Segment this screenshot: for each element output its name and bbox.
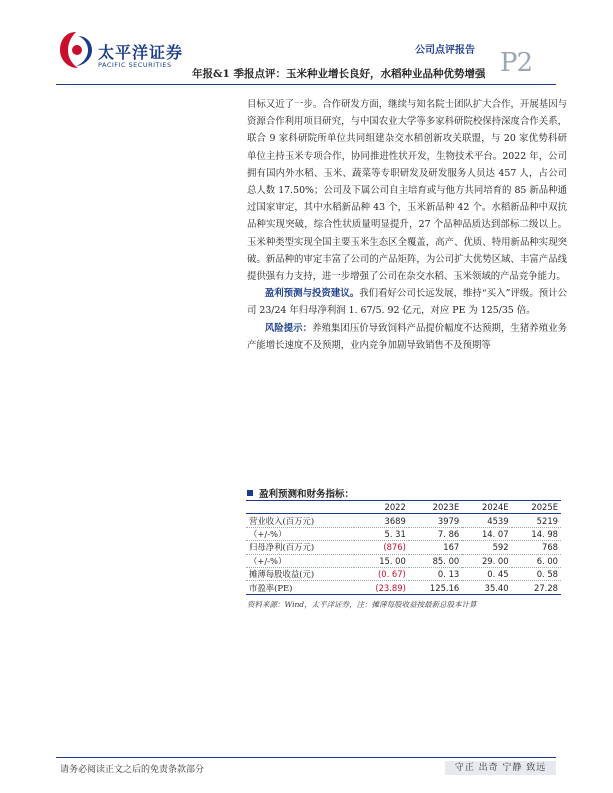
row-label: 归母净利(百万元) <box>246 541 354 554</box>
table-header-cell: 2023E <box>409 501 462 514</box>
table-cell: 3979 <box>409 514 462 527</box>
paragraph-investment-advice <box>247 285 567 319</box>
table-cell: 3689 <box>354 514 409 527</box>
table-cell: 0. 13 <box>409 567 462 580</box>
row-label: （+/-%） <box>246 527 354 540</box>
table-cell: 0. 45 <box>462 567 511 580</box>
table-header-row <box>246 501 561 514</box>
page-number: P2 <box>500 48 533 78</box>
table-row <box>246 527 561 540</box>
logo-icon <box>58 30 94 70</box>
row-label: 营业收入(百万元) <box>246 514 354 527</box>
table-row <box>246 581 561 594</box>
table-cell: 7. 86 <box>409 527 462 540</box>
table-cell-negative: (0. 67) <box>354 567 409 580</box>
table-cell: 14. 07 <box>462 527 511 540</box>
report-type-label: 公司点评报告 <box>415 45 475 56</box>
report-body <box>247 96 567 354</box>
row-label: 市盈率(PE) <box>246 581 354 594</box>
table-header-cell: 2022 <box>354 501 409 514</box>
table-cell: 29. 00 <box>462 554 511 567</box>
row-label: （+/-%） <box>246 554 354 567</box>
table-cell: 4539 <box>462 514 511 527</box>
header-divider <box>56 84 556 85</box>
footer-motto: 守正 出奇 宁静 致远 <box>445 761 556 775</box>
table-cell: 592 <box>462 541 511 554</box>
table-cell: 15. 00 <box>354 554 409 567</box>
table-cell-negative: (23.89) <box>354 581 409 594</box>
table-cell: 125.16 <box>409 581 462 594</box>
table-row <box>246 567 561 580</box>
table-header-cell <box>246 501 354 514</box>
financial-table-title <box>247 486 354 500</box>
investment-advice-text: 我们看好公司长远发展，维持“买入”评级。预计公司 23/24 年归母净利润 1. 67/5. 92 亿元，对应 PE 为 125/35 倍。 <box>247 288 567 317</box>
risk-warning-text: 养殖集团压价导致饲料产品提价幅度不达预期，生猪养殖业务产能增长速度不及预期，业内竞争加剧导致销售不及预期等 <box>247 322 567 351</box>
table-cell: 27.28 <box>512 581 561 594</box>
table-cell: 85. 00 <box>409 554 462 567</box>
table-cell: 0. 58 <box>512 567 561 580</box>
report-title: 年报&1 季报点评：玉米种业增长良好，水稻种业品种优势增强 <box>192 68 486 80</box>
table-cell: 5. 31 <box>354 527 409 540</box>
table-source-note: 资料来源：Wind，太平洋证券，注：摊薄每股收益按最新总股本计算 <box>247 600 477 609</box>
paragraph-risk-warning <box>247 320 567 354</box>
table-cell: 768 <box>512 541 561 554</box>
financial-table-title-text: 盈利预测和财务指标： <box>259 489 355 500</box>
table-cell: 35.40 <box>462 581 511 594</box>
logo-english-name: PACIFIC SECURITIES <box>98 61 172 69</box>
table-header-cell: 2025E <box>512 501 561 514</box>
bullet-square-icon <box>247 490 253 496</box>
paragraph-rnd: 目标又近了一步。合作研发方面，继续与知名院士团队扩大合作，开展基因与资源合作利用项目研究，与中国农业大学等多家科研院校保持深度合作关系，联合 9 家科研院所单位共同组建杂交水稻创新攻关联盟，与 20 家优势科研单位主持玉米专项合作，协同推进性状开发，生物技术平台。2022 年，公司拥有国内外水稻、玉米、蔬菜等专职研发及研发服务人员达 457 人，占公司总人数 17.50%；公司及下属公司自主培育或与他方共同培育的 85 新品种通过国家审定，其中水稻新品种 43 个，玉米新品种 42 个。水稻新品种中双抗品种实现突破，综合性状质量明显提升，27 个品种品质达到部标二级以上。玉米种类型实现全国主要玉米生态区全覆盖，高产、优质、特用新品种实现突破。新品种的审定丰富了公司的产品矩阵，为公司扩大优势区域、丰富产品线提供强有力支持，进一步增强了公司在杂交水稻、玉米领域的产品竞争能力。 <box>247 99 567 283</box>
table-cell: 167 <box>409 541 462 554</box>
table-cell: 14. 98 <box>512 527 561 540</box>
table-row <box>246 514 561 527</box>
footer-disclaimer: 请务必阅读正文之后的免责条款部分 <box>60 765 205 775</box>
table-row <box>246 541 561 554</box>
row-label: 摊薄每股收益(元) <box>246 567 354 580</box>
table-row <box>246 554 561 567</box>
table-cell: 5219 <box>512 514 561 527</box>
table-cell-negative: (876) <box>354 541 409 554</box>
table-header-cell: 2024E <box>462 501 511 514</box>
logo-chinese-name: 太平洋证券 <box>98 43 184 62</box>
table-cell: 6. 00 <box>512 554 561 567</box>
investment-advice-heading: 盈利预测与投资建议。 <box>264 288 360 300</box>
risk-warning-heading: 风险提示： <box>264 322 313 334</box>
footer-divider <box>56 757 556 758</box>
financial-forecast-table <box>246 500 561 595</box>
